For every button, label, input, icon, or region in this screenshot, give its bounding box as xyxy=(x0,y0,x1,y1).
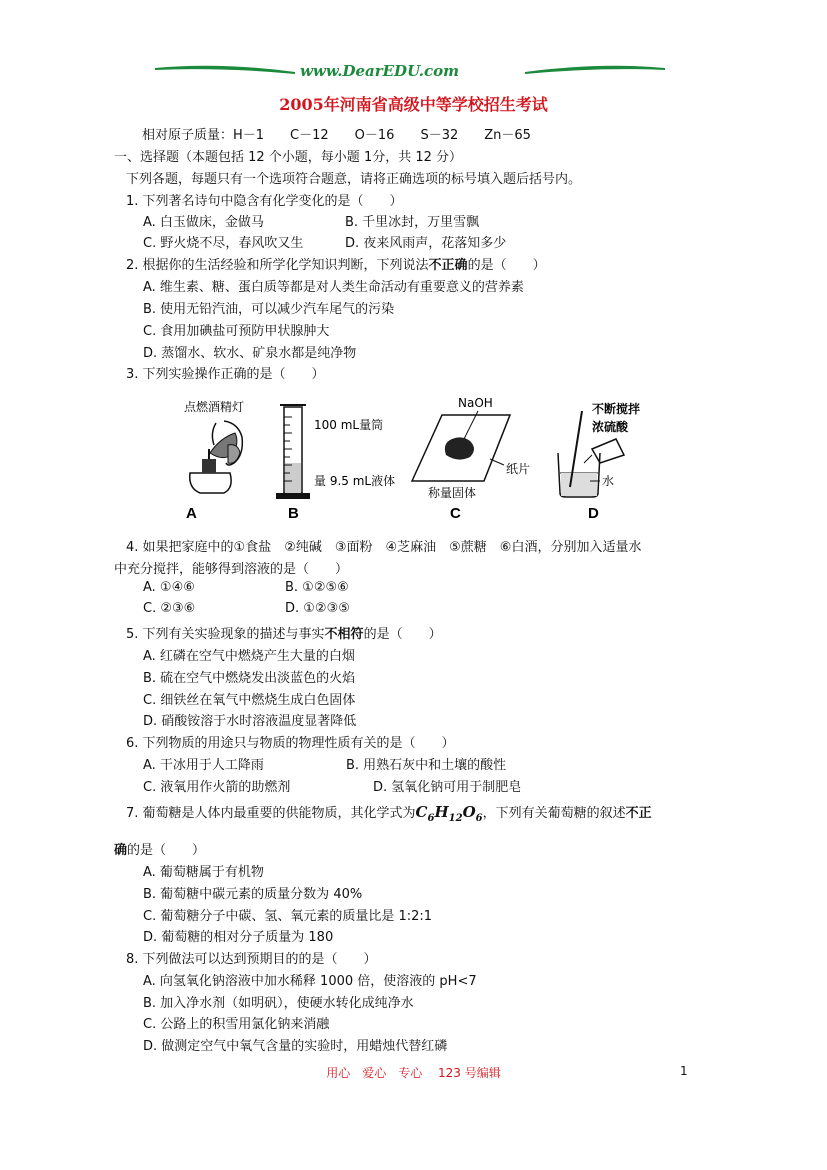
figure-d-dilute-acid xyxy=(558,401,640,522)
svg-text:C: C xyxy=(450,505,461,522)
q3-experiment-figure xyxy=(180,393,670,528)
q1-option-b: B. 千里冰封，万里雪飘 xyxy=(345,215,480,230)
q5-stem: 5. 下列有关实验现象的描述与事实不相符的是（ ） xyxy=(126,627,442,642)
q6-option-a: A. 干冰用于人工降雨 xyxy=(143,758,264,773)
q4-stem-line1: 4. 如果把家庭中的①食盐 ②纯碱 ③面粉 ④芝麻油 ⑤蔗糖 ⑥白酒，分别加入适量水 xyxy=(126,540,642,555)
q7-option-b: B. 葡萄糖中碳元素的质量分数为 40% xyxy=(143,887,363,902)
q4-option-c: C. ②③⑥ xyxy=(143,601,196,616)
svg-text:NaOH: NaOH xyxy=(458,396,493,410)
figure-c-weighing-naoh xyxy=(412,396,530,522)
svg-text:纸片: 纸片 xyxy=(506,462,531,476)
q6-stem: 6. 下列物质的用途只与物质的物理性质有关的是（ ） xyxy=(126,736,455,751)
svg-text:点燃酒精灯: 点燃酒精灯 xyxy=(184,400,245,414)
exam-title: 2005年河南省高级中等学校招生考试 xyxy=(279,95,548,114)
q2-stem: 2. 根据你的生活经验和所学化学知识判断，下列说法不正确的是（ ） xyxy=(126,258,546,273)
page-number: 1 xyxy=(680,1064,688,1078)
svg-text:不断搅拌: 不断搅拌 xyxy=(592,402,641,416)
q5-option-c: C. 细铁丝在氧气中燃烧生成白色固体 xyxy=(143,693,356,708)
page-footer: 用心 爱心 专心 123 号编辑 xyxy=(326,1066,501,1080)
q1-option-d: D. 夜来风雨声，花落知多少 xyxy=(345,236,507,251)
q1-option-c: C. 野火烧不尽，春风吹又生 xyxy=(143,236,304,251)
q8-option-c: C. 公路上的积雪用氯化钠来消融 xyxy=(143,1017,330,1032)
svg-text:A: A xyxy=(186,505,197,522)
q7-option-a: A. 葡萄糖属于有机物 xyxy=(143,865,264,880)
q7-option-c: C. 葡萄糖分子中碳、氢、氧元素的质量比是 1:2:1 xyxy=(143,909,433,924)
q3-stem: 3. 下列实验操作正确的是（ ） xyxy=(126,367,325,382)
q8-option-d: D. 做测定空气中氧气含量的实验时，用蜡烛代替红磷 xyxy=(143,1039,448,1054)
svg-text:浓硫酸: 浓硫酸 xyxy=(592,420,629,434)
q8-option-a: A. 向氢氧化钠溶液中加水稀释 1000 倍，使溶液的 pH<7 xyxy=(143,974,477,989)
q8-option-b: B. 加入净水剂（如明矾），使硬水转化成纯净水 xyxy=(143,996,414,1011)
figure-b-graduated-cylinder xyxy=(276,405,395,522)
glucose-formula: $C_6H_{12}O_6$ xyxy=(415,803,483,824)
q5-option-a: A. 红磷在空气中燃烧产生大量的白烟 xyxy=(143,649,355,664)
q1-option-a: A. 白玉做床，金做马 xyxy=(143,215,264,230)
svg-text:D: D xyxy=(588,505,599,522)
q4-option-b: B. ①②⑤⑥ xyxy=(285,580,349,595)
q7-option-d: D. 葡萄糖的相对分子质量为 180 xyxy=(143,930,334,945)
atomic-mass-line: 相对原子质量：H－1 C－12 O－16 S－32 Zn－65 xyxy=(142,128,531,143)
svg-text:100 mL量筒: 100 mL量筒 xyxy=(314,418,384,432)
q7-stem-line2: 确的是（ ） xyxy=(114,843,206,858)
q2-option-b: B. 使用无铅汽油，可以减少汽车尾气的污染 xyxy=(143,302,395,317)
figure-a-alcohol-lamp xyxy=(184,399,244,522)
q4-stem-line2: 中充分搅拌，能够得到溶液的是（ ） xyxy=(114,562,349,577)
section-instruction: 下列各题，每题只有一个选项符合题意，请将正确选项的标号填入题后括号内。 xyxy=(126,172,582,187)
q1-stem: 1. 下列著名诗句中隐含有化学变化的是（ ） xyxy=(126,194,403,209)
q6-option-b: B. 用熟石灰中和土壤的酸性 xyxy=(346,758,507,773)
svg-text:称量固体: 称量固体 xyxy=(428,486,477,500)
q8-stem: 8. 下列做法可以达到预期目的的是（ ） xyxy=(126,952,377,967)
q2-option-c: C. 食用加碘盐可预防甲状腺肿大 xyxy=(143,324,330,339)
site-logo-text: www.DearEDU.com xyxy=(300,62,460,80)
q6-option-d: D. 氢氧化钠可用于制肥皂 xyxy=(373,780,522,795)
svg-text:量 9.5 mL液体: 量 9.5 mL液体 xyxy=(314,474,396,488)
svg-text:水: 水 xyxy=(602,474,615,488)
q5-option-b: B. 硫在空气中燃烧发出淡蓝色的火焰 xyxy=(143,671,356,686)
svg-text:B: B xyxy=(288,505,299,522)
q2-option-a: A. 维生素、糖、蛋白质等都是对人类生命活动有重要意义的营养素 xyxy=(143,280,524,295)
q4-option-a: A. ①④⑥ xyxy=(143,580,195,595)
q5-option-d: D. 硝酸铵溶于水时溶液温度显著降低 xyxy=(143,714,357,729)
q4-option-d: D. ①②③⑤ xyxy=(285,601,350,616)
section-heading: 一、选择题（本题包括 12 个小题，每小题 1分，共 12 分） xyxy=(114,150,463,165)
q2-option-d: D. 蒸馏水、软水、矿泉水都是纯净物 xyxy=(143,346,357,361)
q7-stem-line1: 7. 葡萄糖是人体内最重要的供能物质，其化学式为$C_6H_{12}O_6$，下列有关葡萄糖的叙述不正 xyxy=(126,803,652,824)
q6-option-c: C. 液氧用作火箭的助燃剂 xyxy=(143,780,291,795)
